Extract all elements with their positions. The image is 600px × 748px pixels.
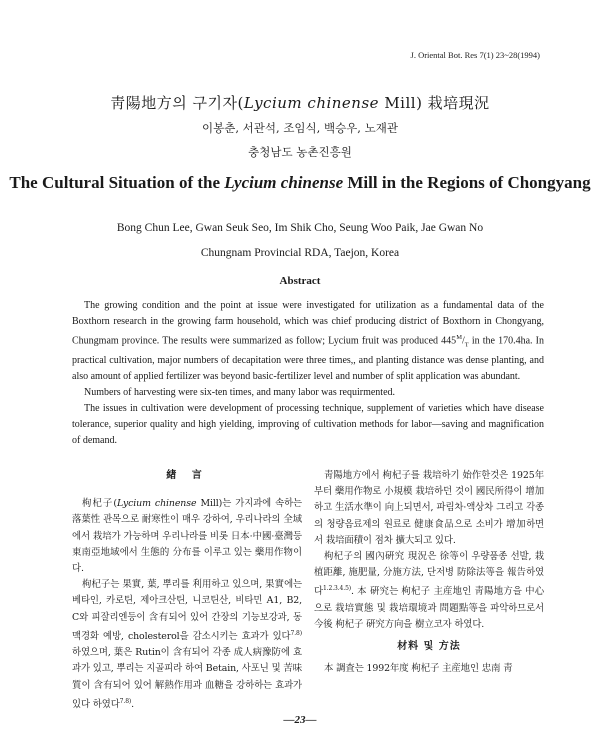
- intro-p4-text-b: . 本 硏究는 枸杞子 主産地인 靑陽地方을 中心으로 栽培實態 및 栽培環境과 問題點等을 파악하므로서 今後 枸杞子 硏究方向을 樹立코자 하였다.: [314, 586, 544, 630]
- title-english-suffix: Mill in the Regions of Chongyang: [343, 173, 591, 192]
- intro-p4-text-a: 枸杞子의 國內硏究 現況은 徐等이 우량품종 선발, 栽植距離, 施肥量, 分施方法, 단저병 防除法等을 報告하였다: [314, 551, 544, 598]
- title-korean-prefix: 靑陽地方의 구기자(: [110, 94, 244, 112]
- left-column: [72, 468, 302, 713]
- title-english-species: Lycium chinense: [224, 173, 344, 192]
- page-number: —23—: [283, 714, 317, 726]
- abstract-p1-text-c: in the 170.4ha. In practical cultivation, major numbers of decapitation were three times,, and planting distance was dense planting, and also amount of applied fertilizer was beyond basic-fertilizer level and number of split application was abundant.: [72, 335, 545, 383]
- methods-paragraph-1: 本 調査는 1992年度 枸杞子 主産地인 忠南 靑: [324, 663, 513, 675]
- intro-p2-text-b: 하였으며, 葉은 Rutin이 含有되어 각종 成人病豫防에 효과가 있고, 뿌리는 지골피라 하여 Betain, 사포닌 및 苦味質이 含有되어 있어 解熱作用과 血糖을 강하하는 효과가 있다 하였다: [72, 647, 302, 710]
- abstract-p1-sub: T: [464, 341, 469, 349]
- title-english-prefix: The Cultural Situation of the: [9, 173, 225, 192]
- intro-p2-citation-1: 7.8): [290, 629, 302, 637]
- intro-paragraph-3: 靑陽地方에서 枸杞子를 栽培하기 始作한것은 1925年부터 藥用作物로 小規模 栽培하던 것이 國民所得이 增加하고 生活水準이 向上되면서, 파림차·액상차 그리고 각종의 청량음료제의 원료로 健康食品으로 소비가 增加하면서 栽培面積이 점차 擴大되고 있다.: [314, 470, 544, 546]
- intro-paragraph-4: [314, 549, 544, 633]
- intro-p1-text-b: Mill)는 가지과에 속하는 落葉性 관목으로 耐寒性이 매우 강하여, 우리나라의 全域에서 栽培가 가능하며 우리나라를 비롯 日本·中國·臺灣등 東南亞地域에서 生態的 分布를 이루고 있는 藥用作物이다.: [72, 498, 302, 575]
- introduction-heading: 緖 言: [166, 470, 208, 481]
- authors-korean: 이봉춘, 서관석, 조임식, 백승우, 노재관: [202, 121, 398, 135]
- affiliation-korean: 충청남도 농촌진흥원: [248, 145, 352, 159]
- abstract-paragraph-2: Numbers of harvesting were six-ten times, and many labor was requirmented.: [84, 387, 396, 399]
- intro-paragraph-2: [72, 577, 302, 713]
- intro-paragraph-1: [72, 496, 302, 577]
- abstract-heading: Abstract: [279, 275, 321, 287]
- abstract-paragraph-1: [72, 298, 544, 385]
- title-korean-species: Lycium chinense: [243, 94, 380, 112]
- methods-heading: 材料 및 方法: [397, 641, 461, 653]
- intro-p2-citation-2: 7.8): [119, 697, 132, 705]
- intro-p2-text-a: 枸杞子는 果實, 葉, 뿌리를 利用하고 있으며, 果實에는 베타인, 카로틴, 제아크산틴, 니코틴산, 비타민 A1, B2, C와 피잘리엔등이 含有되어 있어 간장의 기능보강과, 동맥경화 예방, cholesterol을 감소시키는 효과가 있다: [72, 579, 302, 642]
- intro-p4-citation: 1.2.3.4.5): [322, 585, 352, 593]
- intro-p2-text-c: .: [131, 698, 135, 710]
- title-english: [0, 172, 600, 193]
- right-column: [314, 468, 544, 678]
- abstract-p1-sup: M: [456, 334, 462, 341]
- intro-p1-text-a: 枸杞子(: [82, 498, 117, 510]
- abstract-p1-text-a: The growing condition and the point at issue were investigated for utilization as a fundamental data of the Boxthorn research in the growing farm household, which was chief producing district of Boxthorn in Chongyang, Chungmam province. The results were summarized as follow; Lycium fruit was produced 445: [72, 300, 544, 347]
- abstract-body: [72, 298, 544, 449]
- journal-reference: J. Oriental Bot. Res 7(1) 23~28(1994): [410, 50, 540, 60]
- title-korean: [0, 92, 600, 113]
- abstract-p1-slash: /: [461, 335, 465, 347]
- abstract-paragraph-3: The issues in cultivation were development of processing technique, supplement of varieties which have disease tolerance, superior quality and high yielding, improving of cultivation methods for labor—saving and magnification of demand.: [72, 403, 544, 447]
- affiliation-english: Chungnam Provincial RDA, Taejon, Korea: [200, 247, 400, 259]
- title-korean-suffix: Mill) 栽培現況: [379, 94, 490, 112]
- authors-english: Bong Chun Lee, Gwan Seuk Seo, Im Shik Cho, Seung Woo Paik, Jae Gwan No: [116, 222, 484, 234]
- intro-p1-species: Lycium chinense: [116, 498, 197, 510]
